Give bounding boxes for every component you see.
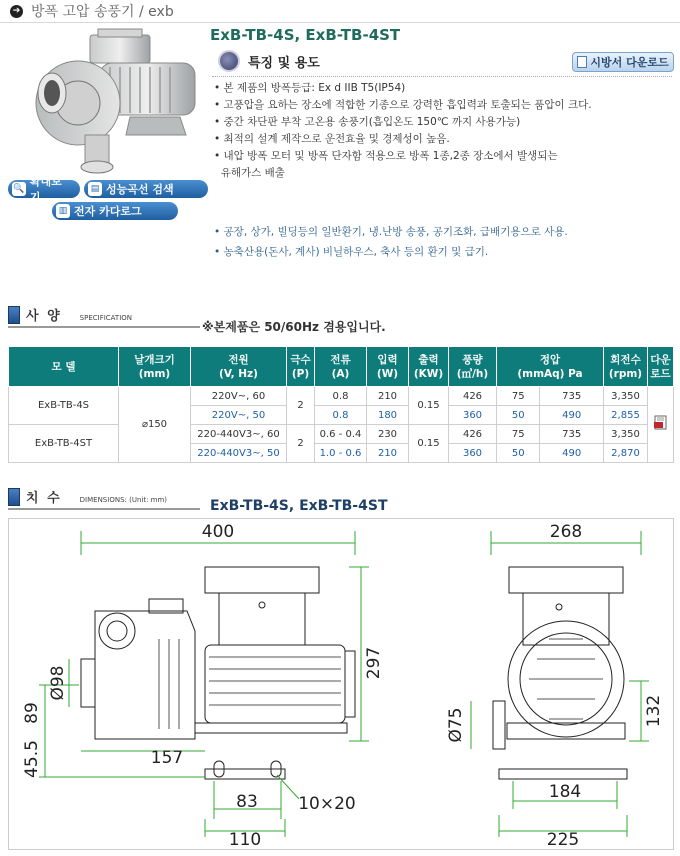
dim-base: 110 [228, 830, 262, 849]
pdf-icon[interactable] [653, 415, 669, 431]
col-current: 전류 (A) [315, 347, 367, 387]
col-output: 출력 (KW) [409, 347, 449, 387]
cell-rpm: 2,855 [604, 406, 648, 425]
cell-download [648, 387, 674, 463]
zoom-button[interactable] [8, 175, 80, 204]
table-header-row [9, 347, 674, 387]
feature-item: • 중간 차단판 부착 고온용 송풍기(흡입온도 150℃ 까지 사용가능) [214, 116, 521, 128]
dim-depth: 157 [150, 748, 184, 768]
cell-flow: 360 [449, 444, 497, 463]
cell-current: 1.0 - 0.6 [315, 444, 367, 463]
cell-rpm: 3,350 [604, 425, 648, 444]
dimension-drawing-box [8, 518, 674, 850]
feature-item: • 최적의 설계 제작으로 운전효율 및 경제성이 높음. [214, 133, 450, 145]
cell-model: ExB-TB-4ST [9, 425, 119, 463]
features-list [214, 80, 674, 182]
section-icon [8, 306, 20, 324]
spec-download-button[interactable] [572, 52, 674, 72]
cell-poles: 2 [287, 425, 315, 463]
col-rpm: 회전수 (rpm) [604, 347, 648, 387]
dim-inlet-height: 89 [22, 702, 42, 724]
cell-mmaq: 75 [497, 387, 540, 406]
performance-label: 성능곡선 검색 [106, 183, 174, 196]
feature-item: • 본 제품의 방폭등급: Ex d IIB T5(IP54) [214, 82, 406, 94]
performance-curve-button[interactable] [84, 180, 208, 198]
dim-base-height: 45.5 [22, 740, 42, 778]
document-icon [577, 56, 587, 68]
cell-pa: 735 [540, 387, 604, 406]
cell-current: 0.8 [315, 406, 367, 425]
cell-output: 0.15 [409, 387, 449, 425]
cell-pa: 735 [540, 425, 604, 444]
col-poles: 극수 (P) [287, 347, 315, 387]
spec-title-en: SPECIFICATION [79, 314, 133, 322]
cell-power: 220-440V3~, 60 [191, 425, 287, 444]
dim-mount: 83 [236, 792, 258, 812]
cell-current: 0.6 - 0.4 [315, 425, 367, 444]
cell-pa: 490 [540, 406, 604, 425]
divider [0, 22, 680, 23]
magnifier-icon: 🔍 [13, 184, 25, 194]
features-heading [218, 50, 320, 72]
spec-download-label: 시방서 다운로드 [590, 56, 669, 69]
col-impeller: 날개크기 (mm) [119, 347, 191, 387]
cell-power: 220-440V3~, 50 [191, 444, 287, 463]
col-power: 전원 (V, Hz) [191, 347, 287, 387]
cell-power: 220V~, 50 [191, 406, 287, 425]
cell-model: ExB-TB-4S [9, 387, 119, 425]
dim-outlet: Ø75 [446, 707, 466, 743]
cell-output: 0.15 [409, 425, 449, 463]
use-item: • 농축산용(돈사, 계사) 비닐하우스, 축사 등의 환기 및 급기. [214, 246, 489, 258]
table-row [9, 425, 674, 444]
dim-outlet-height: 132 [644, 694, 664, 728]
cell-mmaq: 50 [497, 406, 540, 425]
cell-rpm: 2,870 [604, 444, 648, 463]
col-model: 모 델 [9, 347, 119, 387]
table-row [9, 387, 674, 406]
chart-icon: ▤ [88, 182, 102, 196]
cell-flow: 360 [449, 406, 497, 425]
use-item: • 공장, 상가, 빌딩등의 일반환기, 냉.난방 송풍, 공기조화, 급배기용으로 사용. [214, 226, 568, 238]
breadcrumb [10, 0, 174, 22]
cell-input: 180 [367, 406, 409, 425]
cell-mmaq: 75 [497, 425, 540, 444]
dim-slot: 10×20 [298, 794, 356, 814]
cell-flow: 426 [449, 387, 497, 406]
feature-item: • 고풍압을 요하는 장소에 적합한 기종으로 강력한 흡입력과 토출되는 품압이 크다. [214, 99, 592, 111]
cell-input: 210 [367, 444, 409, 463]
col-pressure: 정압 (mmAq) Pa [497, 347, 604, 387]
cell-impeller: ⌀150 [119, 387, 191, 463]
dim-front-mount: 184 [548, 782, 582, 802]
dim-side-width: 400 [201, 522, 235, 542]
side-view [39, 531, 369, 837]
dimensions-section-header [8, 488, 200, 510]
dimension-labels [22, 522, 664, 849]
divider [212, 76, 672, 77]
col-flow: 풍량 (㎥/h) [449, 347, 497, 387]
dim-side-height: 297 [364, 646, 384, 680]
cell-current: 0.8 [315, 387, 367, 406]
dimensions-title-en: DIMENSIONS: (Unit: mm) [79, 496, 168, 504]
dimensions-title: 치 수 [26, 491, 62, 506]
bullet-icon [218, 50, 240, 72]
spec-note: ※본제품은 50/60Hz 겸용입니다. [202, 320, 386, 334]
feature-item: 유해가스 배출 [220, 167, 285, 179]
dim-front-base: 225 [546, 830, 580, 849]
product-title: ExB-TB-4S, ExB-TB-4ST [210, 26, 401, 44]
breadcrumb-text: 방폭 고압 송풍기 / exb [31, 4, 174, 20]
spec-table [8, 346, 674, 463]
cell-input: 230 [367, 425, 409, 444]
col-input: 입력 (W) [367, 347, 409, 387]
arrow-circle-icon: ➔ [10, 5, 23, 18]
spec-section-header [8, 306, 200, 328]
dimension-drawing [9, 519, 673, 849]
catalog-button[interactable] [52, 202, 178, 220]
dim-inlet: Ø98 [48, 665, 68, 701]
zoom-label: 확대보기 [29, 175, 62, 204]
book-icon: ▥ [56, 204, 70, 218]
dim-front-width: 268 [549, 522, 583, 542]
uses-list [214, 222, 674, 262]
spec-title: 사 양 [26, 309, 62, 324]
cell-mmaq: 50 [497, 444, 540, 463]
cell-input: 210 [367, 387, 409, 406]
feature-item: • 내압 방폭 모터 및 방폭 단자함 적용으로 방폭 1종,2종 장소에서 발생되는 [214, 150, 558, 162]
features-heading-text: 특징 및 용도 [248, 55, 320, 71]
section-icon [8, 488, 20, 506]
cell-pa: 490 [540, 444, 604, 463]
cell-power: 220V~, 60 [191, 387, 287, 406]
cell-flow: 426 [449, 425, 497, 444]
catalog-label: 전자 카다로그 [74, 205, 142, 218]
col-download: 다운 로드 [648, 347, 674, 387]
dimensions-model: ExB-TB-4S, ExB-TB-4ST [210, 498, 388, 514]
cell-poles: 2 [287, 387, 315, 425]
product-photo [30, 25, 205, 175]
cell-rpm: 3,350 [604, 387, 648, 406]
